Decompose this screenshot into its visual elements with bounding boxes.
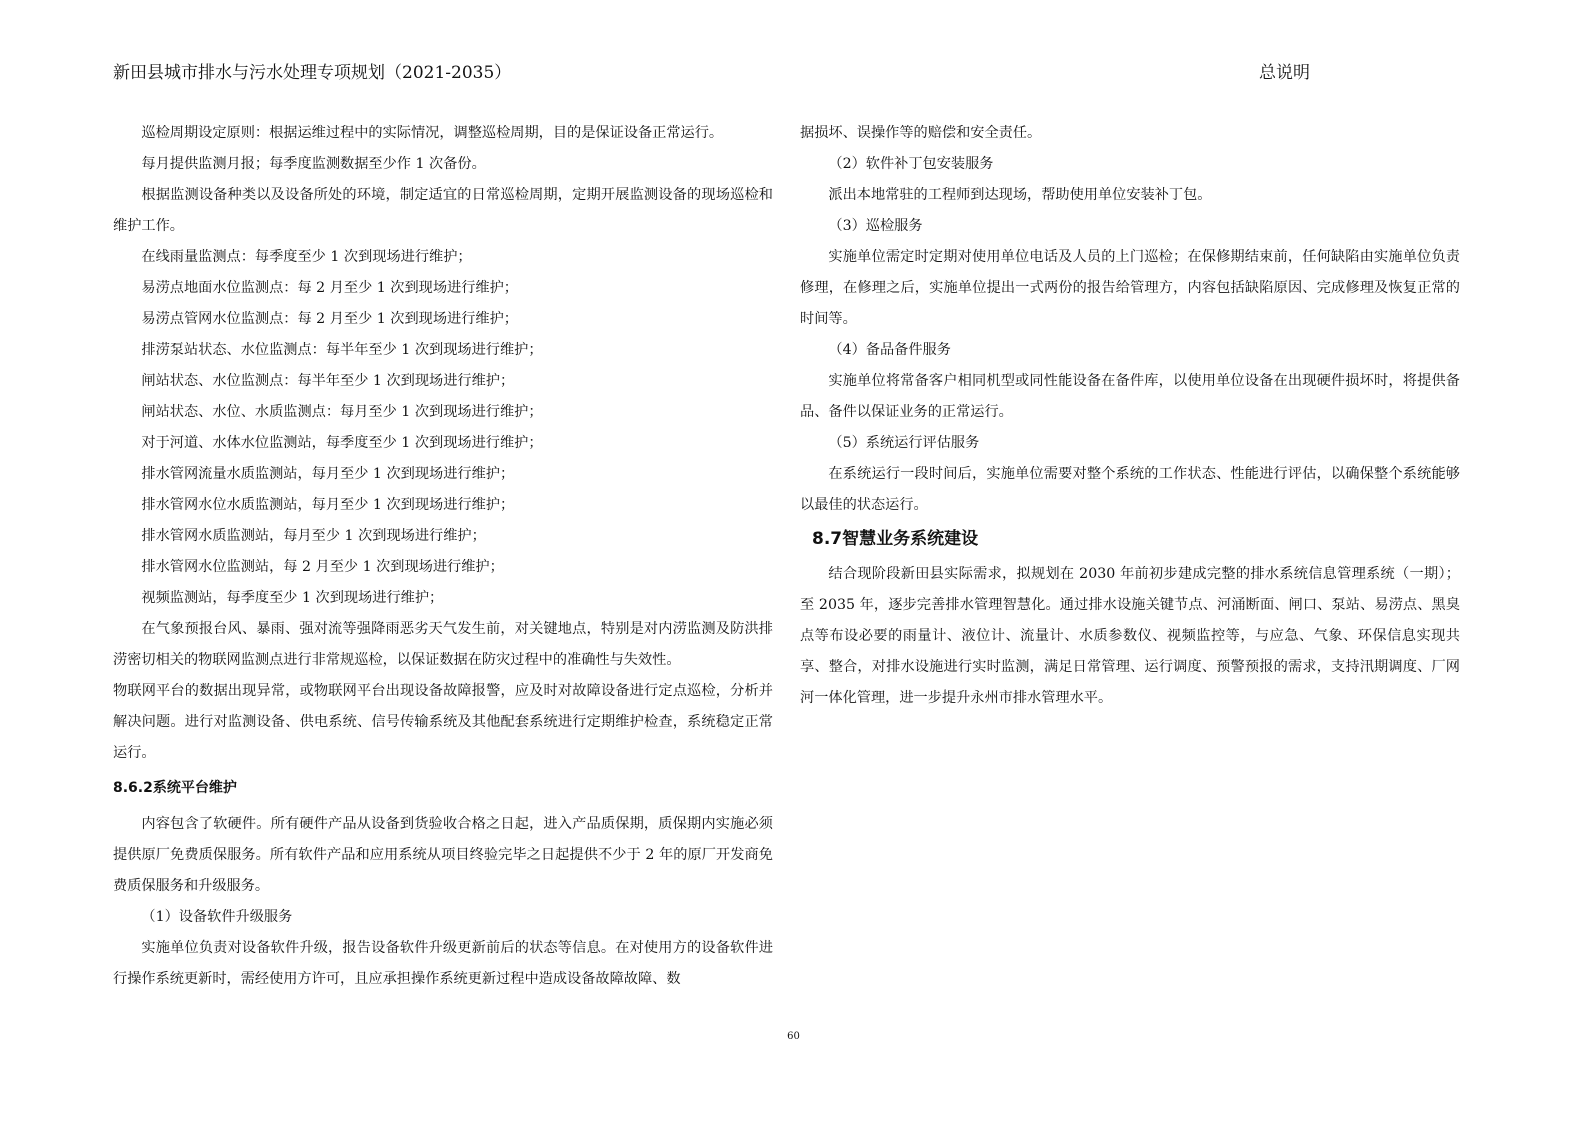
paragraph: 排水管网水位水质监测站，每月至少 1 次到现场进行维护；	[141, 497, 515, 513]
left-column	[113, 118, 773, 995]
paragraph: 在系统运行一段时间后，实施单位需要对整个系统的工作状态、性能进行评估，以确保整个系统能够以最佳的状态运行。	[800, 466, 1460, 513]
paragraph: 实施单位将常备客户相同机型或同性能设备在备件库，以使用单位设备在出现硬件损坏时，将提供备品、备件以保证业务的正常运行。	[800, 373, 1460, 420]
section-label: 总说明	[1259, 63, 1310, 83]
paragraph: 排水管网水位监测站，每 2 月至少 1 次到现场进行维护；	[141, 559, 504, 575]
document-title: 新田县城市排水与污水处理专项规划（2021-2035）	[113, 63, 512, 83]
paragraph: 易涝点地面水位监测点：每 2 月至少 1 次到现场进行维护；	[141, 280, 518, 296]
paragraph: 巡检周期设定原则：根据运维过程中的实际情况，调整巡检周期，目的是保证设备正常运行。	[141, 125, 724, 141]
subsection-heading: （4）备品备件服务	[828, 342, 951, 358]
paragraph: 排水管网流量水质监测站，每月至少 1 次到现场进行维护；	[141, 466, 515, 482]
paragraph: 闸站状态、水位、水质监测点：每月至少 1 次到现场进行维护；	[141, 404, 543, 420]
paragraph: 在线雨量监测点：每季度至少 1 次到现场进行维护；	[141, 249, 472, 265]
paragraph: 实施单位负责对设备软件升级，报告设备软件升级更新前后的状态等信息。在对使用方的设备软件进行操作系统更新时，需经使用方许可，且应承担操作系统更新过程中造成设备故障故障、数	[113, 940, 773, 987]
paragraph: 视频监测站，每季度至少 1 次到现场进行维护；	[141, 590, 444, 606]
subsection-heading: （5）系统运行评估服务	[828, 435, 980, 451]
paragraph: 闸站状态、水位监测点：每半年至少 1 次到现场进行维护；	[141, 373, 515, 389]
right-column	[800, 118, 1460, 714]
paragraph: 对于河道、水体水位监测站，每季度至少 1 次到现场进行维护；	[141, 435, 543, 451]
paragraph: 在气象预报台风、暴雨、强对流等强降雨恶劣天气发生前，对关键地点，特别是对内涝监测及防洪排涝密切相关的物联网监测点进行非常规巡检，以保证数据在防灾过程中的准确性与失效性。	[113, 621, 773, 668]
paragraph: 排涝泵站状态、水位监测点：每半年至少 1 次到现场进行维护；	[141, 342, 543, 358]
subsection-heading: （1）设备软件升级服务	[141, 909, 293, 925]
paragraph: 易涝点管网水位监测点：每 2 月至少 1 次到现场进行维护；	[141, 311, 518, 327]
subsection-heading: （3）巡检服务	[828, 218, 923, 234]
paragraph: 每月提供监测月报；每季度监测数据至少作 1 次备份。	[141, 156, 486, 172]
paragraph: 内容包含了软硬件。所有硬件产品从设备到货验收合格之日起，进入产品质保期，质保期内实施必须提供原厂免费质保服务。所有软件产品和应用系统从项目终验完毕之日起提供不少于 2 年的原厂开发商免费质保服务和升级服务。	[113, 816, 773, 894]
paragraph: 物联网平台的数据出现异常，或物联网平台出现设备故障报警，应及时对故障设备进行定点巡检，分析并解决问题。进行对监测设备、供电系统、信号传输系统及其他配套系统进行定期维护检查，系统稳定正常运行。	[113, 683, 773, 761]
paragraph: 结合现阶段新田县实际需求，拟规划在 2030 年前初步建成完整的排水系统信息管理系统（一期）；至 2035 年，逐步完善排水管理智慧化。通过排水设施关键节点、河涌断面、闸口、泵站、易涝点、黑臭点等布设必要的雨量计、液位计、流量计、水质参数仪、视频监控等，与应急、气象、环保信息实现共享、整合，对排水设施进行实时监测，满足日常管理、运行调度、预警预报的需求，支持汛期调度、厂网河一体化管理，进一步提升永州市排水管理水平。	[800, 566, 1460, 706]
paragraph: 排水管网水质监测站，每月至少 1 次到现场进行维护；	[141, 528, 486, 544]
paragraph: 实施单位需定时定期对使用单位电话及人员的上门巡检；在保修期结束前，任何缺陷由实施单位负责修理，在修理之后，实施单位提出一式两份的报告给管理方，内容包括缺陷原因、完成修理及恢复正常的时间等。	[800, 249, 1460, 327]
section-heading: 8.6.2系统平台维护	[113, 780, 237, 796]
paragraph: 派出本地常驻的工程师到达现场，帮助使用单位安装补丁包。	[828, 187, 1212, 203]
subsection-heading: （2）软件补丁包安装服务	[828, 156, 994, 172]
page-number: 60	[787, 1031, 800, 1042]
paragraph: 据损坏、误操作等的赔偿和安全责任。	[800, 125, 1042, 141]
paragraph: 根据监测设备种类以及设备所处的环境，制定适宜的日常巡检周期，定期开展监测设备的现场巡检和维护工作。	[113, 187, 773, 234]
chapter-heading: 8.7智慧业务系统建设	[812, 529, 979, 549]
